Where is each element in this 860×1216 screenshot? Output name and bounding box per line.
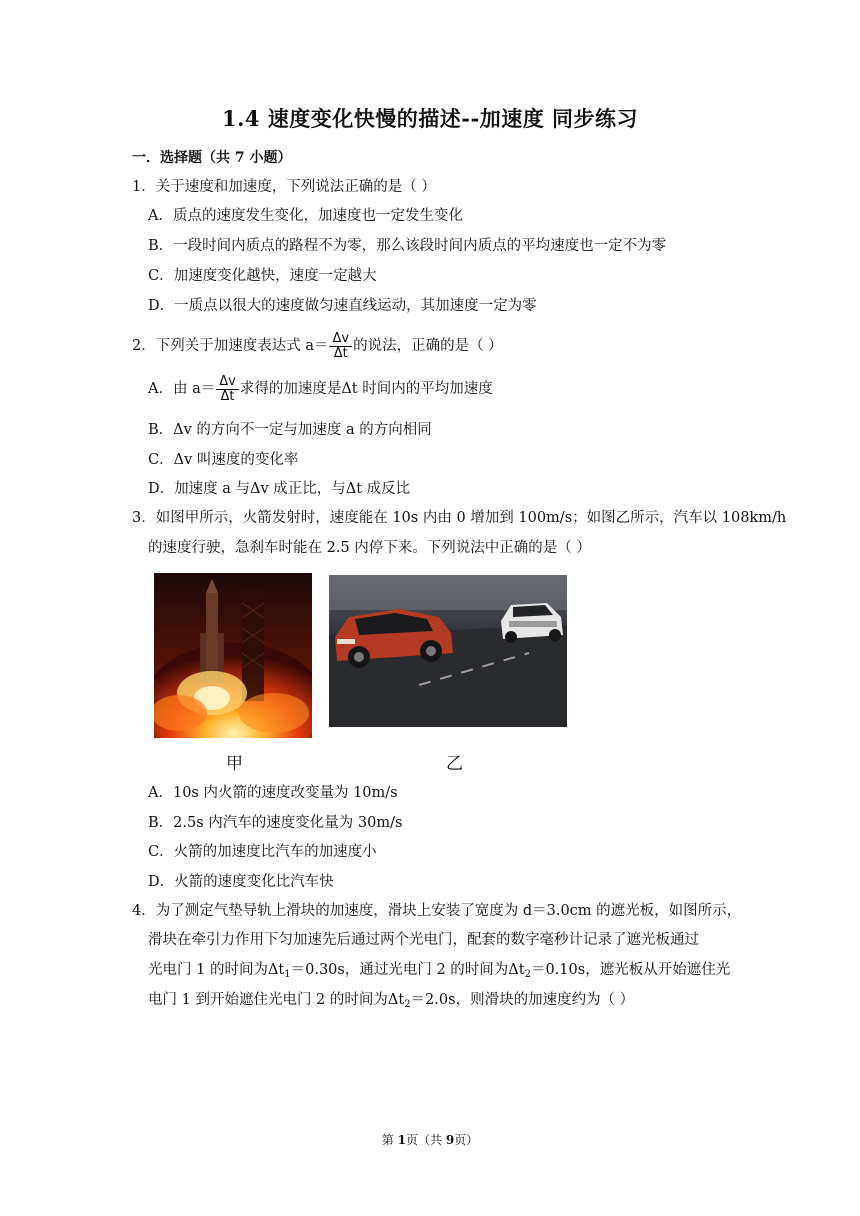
q1-option-a: A．质点的速度发生变化，加速度也一定发生变化: [148, 208, 463, 224]
q3-option-d: D．火箭的速度变化比汽车快: [148, 874, 334, 890]
figure-label-yi: 乙: [446, 754, 463, 774]
q2-option-b: B．Δv 的方向不一定与加速度 a 的方向相同: [148, 422, 432, 438]
total-pages: 9: [445, 1133, 455, 1147]
q4-line4: [148, 990, 634, 1010]
q2-option-a: [148, 371, 493, 407]
q3-option-c: C．火箭的加速度比汽车的加速度小: [148, 844, 377, 860]
footer-post: 页）: [454, 1133, 479, 1147]
fraction-numerator: Δv: [329, 332, 352, 347]
q4-line3-part-a: 光电门 1 的时间为Δt: [148, 962, 285, 978]
q4-line4-part-a: 电门 1 到开始遮住光电门 2 的时间为Δt: [148, 992, 405, 1008]
q4-line3-part-b: ＝0.30s，通过光电门 2 的时间为Δt: [290, 962, 525, 978]
q2-option-a-fraction: [216, 375, 239, 404]
q3-stem-line1: 3．如图甲所示，火箭发射时，速度能在 10s 内由 0 增加到 100m/s；如图乙所示，汽车以 108km/h: [132, 510, 787, 526]
q4-line2: 滑块在牵引力作用下匀加速先后通过两个光电门，配套的数字毫秒计记录了遮光板通过: [148, 932, 699, 948]
page-title: 1.4 速度变化快慢的描述--加速度 同步练习: [221, 106, 639, 131]
q2-stem: [132, 328, 503, 364]
footer-pre: 第: [381, 1133, 398, 1147]
q1-option-b: B．一段时间内质点的路程不为零，那么该段时间内质点的平均速度也一定不为零: [148, 238, 667, 254]
q1-stem: 1．关于速度和加速度，下列说法正确的是（ ）: [132, 179, 436, 195]
q2-fraction: [329, 332, 352, 361]
q2-option-a-pre: A．由 a＝: [148, 381, 216, 397]
q2-option-a-post: 求得的加速度是Δt 时间内的平均加速度: [239, 381, 493, 397]
subscript: 2: [524, 969, 531, 980]
footer-mid: 页（共: [405, 1133, 446, 1147]
q1-option-d: D．一质点以很大的速度做匀速直线运动，其加速度一定为零: [148, 298, 537, 314]
fraction-numerator: Δv: [216, 375, 239, 390]
cars-image: [329, 575, 567, 727]
rocket-launch-image: [154, 573, 312, 738]
q4-line4-part-b: ＝2.0s，则滑块的加速度约为（ ）: [410, 992, 635, 1008]
page-footer: [0, 1131, 860, 1148]
q2-stem-post: 的说法，正确的是（ ）: [353, 338, 503, 354]
subscript: 2: [404, 999, 411, 1010]
q4-line3: [148, 960, 730, 980]
fraction-denominator: Δt: [220, 388, 235, 404]
q3-option-b: B．2.5s 内汽车的速度变化量为 30m/s: [148, 815, 403, 831]
subscript: 1: [284, 969, 291, 980]
q2-option-c: C．Δv 叫速度的变化率: [148, 452, 299, 468]
q3-stem-line2: 的速度行驶，急刹车时能在 2.5 内停下来。下列说法中正确的是（ ）: [148, 540, 591, 556]
q2-stem-pre: 2．下列关于加速度表达式 a＝: [132, 338, 329, 354]
q4-line1: 4．为了测定气垫导轨上滑块的加速度，滑块上安装了宽度为 d＝3.0cm 的遮光板，如图所示，: [132, 903, 742, 919]
q1-option-c: C．加速度变化越快，速度一定越大: [148, 268, 377, 284]
fraction-denominator: Δt: [333, 345, 348, 361]
current-page: 1: [397, 1133, 406, 1147]
q4-line3-part-c: ＝0.10s，遮光板从开始遮住光: [530, 962, 731, 978]
q3-option-a: A．10s 内火箭的速度改变量为 10m/s: [148, 785, 398, 801]
section-heading: 一．选择题（共 7 小题）: [132, 150, 292, 166]
figure-label-jia: 甲: [226, 754, 243, 774]
q2-option-d: D．加速度 a 与Δv 成正比，与Δt 成反比: [148, 481, 411, 497]
